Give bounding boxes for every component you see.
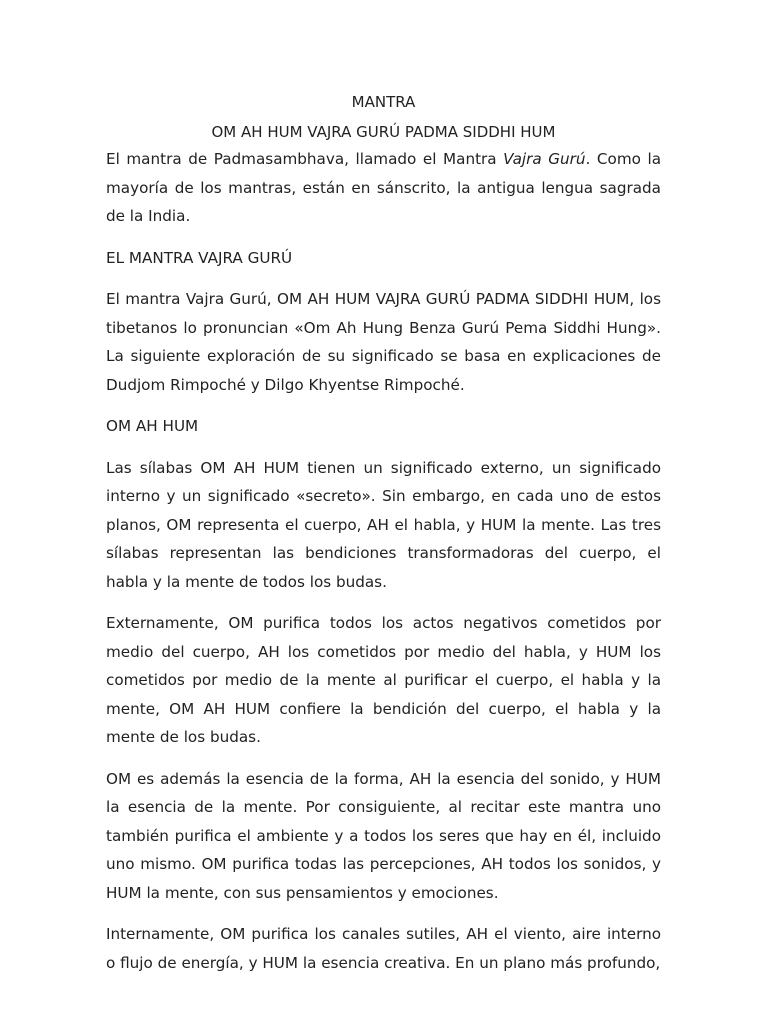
intro-italic-term: Vajra Gurú xyxy=(503,150,586,168)
paragraph-pronunciation: El mantra Vajra Gurú, OM AH HUM VAJRA GURÚ PADMA SIDDHI HUM, los tibetanos lo pronuncian «Om Ah Hung Benza Gurú Pema Siddhi Hung». La siguiente exploración de su significado se basa en explicaciones de Dudjom Rimpoché y Dilgo Khyentse Rimpoché. xyxy=(106,290,661,394)
section-heading-mantra-vajra-guru: EL MANTRA VAJRA GURÚ xyxy=(106,248,293,267)
section-heading-om-ah-hum: OM AH HUM xyxy=(106,417,199,435)
intro-paragraph xyxy=(106,145,661,231)
paragraph-essence: OM es además la esencia de la forma, AH la esencia del sonido, y HUM la esencia de la mente. Por consiguiente, al recitar este mantra uno también purifica el ambiente y a todos los seres que hay en él, incluido uno mismo. OM purifica todas las percepciones, AH todos los sonidos, y HUM la mente, con sus pensamientos y emociones. xyxy=(106,769,661,902)
paragraph-external: Externamente, OM purifica todos los actos negativos cometidos por medio del cuerpo, AH los cometidos por medio del habla, y HUM los cometidos por medio de la mente al purificar el cuerpo, el habla y la mente, OM AH HUM confiere la bendición del cuerpo, el habla y la mente de los budas. xyxy=(106,614,661,746)
document-page xyxy=(106,90,661,990)
mantra-subtitle: OM AH HUM VAJRA GURÚ PADMA SIDDHI HUM xyxy=(211,123,556,141)
intro-text-start: El mantra de Padmasambhava, llamado el Mantra xyxy=(106,150,504,168)
paragraph-internal: Internamente, OM purifica los canales sutiles, AH el viento, aire interno o flujo de energía, y HUM la esencia creativa. En un plano más profundo, xyxy=(106,925,661,972)
intro-text-end: . Como la mayoría de los mantras, están en sánscrito, la antigua lengua sagrada de la India. xyxy=(106,150,661,225)
paragraph-syllables: Las sílabas OM AH HUM tienen un significado externo, un significado interno y un significado «secreto». Sin embargo, en cada uno de estos planos, OM representa el cuerpo, AH el habla, y HUM la mente. Las tres sílabas representan las bendiciones transformadoras del cuerpo, el habla y la mente de todos los budas. xyxy=(106,458,661,591)
document-title: MANTRA xyxy=(351,93,416,111)
